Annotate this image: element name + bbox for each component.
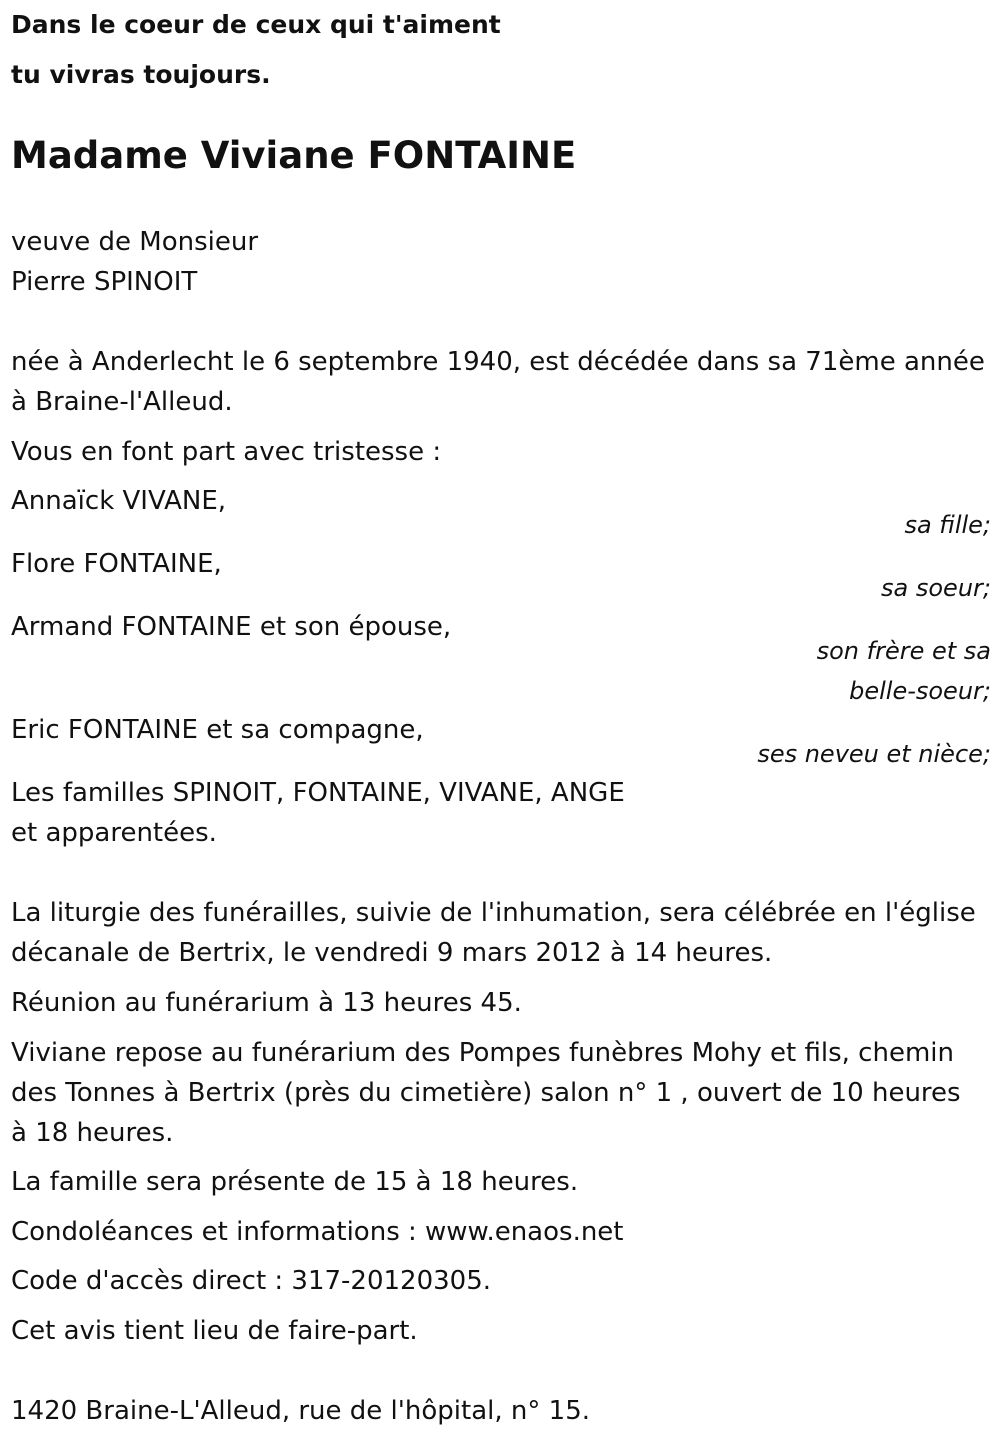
obituary-notice (11, 0, 991, 1426)
family-member-3 (11, 607, 991, 711)
widow-line-2: Pierre SPINOIT (11, 267, 198, 297)
epigraph-line-2: tu vivras toujours. (11, 60, 271, 89)
repose-line-2: des Tonnes à Bertrix (près du cimetière) salon n° 1 , ouvert de 10 heures (11, 1078, 961, 1108)
presence-line: La famille sera présente de 15 à 18 heures. (11, 1167, 579, 1197)
family-member-2 (11, 544, 991, 608)
widow-line-1: veuve de Monsieur (11, 227, 259, 257)
families-line-2: et apparentées. (11, 818, 217, 848)
family-member-4 (11, 710, 991, 774)
condolences-info (11, 1212, 991, 1252)
notice-line: Cet avis tient lieu de faire-part. (11, 1316, 418, 1346)
page-title: Madame Viviane FONTAINE (11, 134, 577, 177)
family-relation: sa fille; (904, 511, 991, 539)
repose-line-3: à 18 heures. (11, 1118, 174, 1148)
family-name: Armand FONTAINE et son épouse, (11, 612, 452, 642)
announce-line: Vous en font part avec tristesse : (11, 437, 442, 467)
access-code-info (11, 1261, 991, 1301)
liturgy-line-1: La liturgie des funérailles, suivie de l'inhumation, sera célébrée en l'église (11, 898, 976, 928)
family-relation: son frère et sa (816, 637, 991, 665)
widow-info (11, 222, 991, 302)
birth-line-1: née à Anderlecht le 6 septembre 1940, est décédée dans sa 71ème année (11, 347, 985, 377)
family-relation: belle-soeur; (849, 677, 991, 705)
presence-info (11, 1162, 991, 1202)
families-line-1: Les familles SPINOIT, FONTAINE, VIVANE, ANGE (11, 778, 625, 808)
family-relation: sa soeur; (881, 574, 991, 602)
repose-line-1: Viviane repose au funérarium des Pompes funèbres Mohy et fils, chemin (11, 1038, 954, 1068)
reunion-info (11, 983, 991, 1023)
reunion-line: Réunion au funérarium à 13 heures 45. (11, 988, 522, 1018)
address-info (11, 1391, 991, 1431)
liturgy-line-2: décanale de Bertrix, le vendredi 9 mars 2012 à 14 heures. (11, 938, 773, 968)
family-name: Flore FONTAINE, (11, 549, 222, 579)
family-member-1 (11, 481, 991, 545)
family-name: Eric FONTAINE et sa compagne, (11, 715, 424, 745)
birth-line-2: à Braine-l'Alleud. (11, 387, 233, 417)
notice-info (11, 1311, 991, 1351)
epigraph (11, 0, 991, 100)
repose-info (11, 1033, 991, 1153)
condolences-line: Condoléances et informations : www.enaos.net (11, 1217, 624, 1247)
liturgy-info (11, 893, 991, 973)
announce-text (11, 432, 991, 472)
families-list (11, 773, 991, 853)
epigraph-line-1: Dans le coeur de ceux qui t'aiment (11, 10, 501, 39)
address-line: 1420 Braine-L'Alleud, rue de l'hôpital, n° 15. (11, 1396, 590, 1426)
family-relation: ses neveu et nièce; (757, 740, 991, 768)
access-code-line: Code d'accès direct : 317-20120305. (11, 1266, 492, 1296)
birth-info (11, 342, 991, 422)
family-name: Annaïck VIVANE, (11, 486, 227, 516)
